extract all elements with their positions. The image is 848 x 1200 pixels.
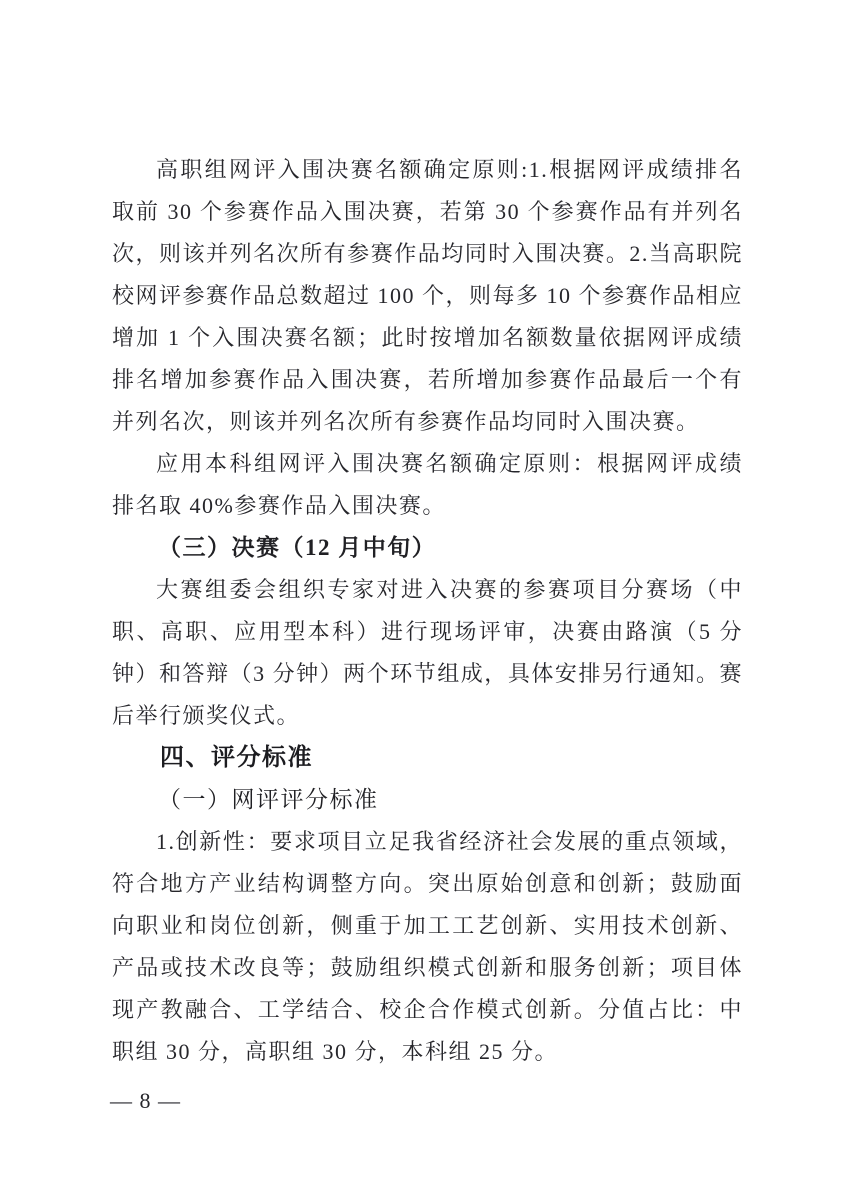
section-heading: （三）决赛（12 月中旬）	[158, 535, 437, 560]
page-number-text: — 8 —	[110, 1088, 181, 1113]
page-number	[110, 1088, 181, 1114]
paragraph: 高职组网评入围决赛名额确定原则:1.根据网评成绩排名取前 30 个参赛作品入围决赛，若第 30 个参赛作品有并列名次，则该并列名次所有参赛作品均同时入围决赛。2.当高职院校网评参赛作品总数超过 100 个，则每多 10 个参赛作品相应增加 1 个入围决赛名额；此时按增加名额数量依据网评成绩排名增加参赛作品入围决赛，若所增加参赛作品最后一个有并列名次，则该并列名次所有参赛作品均同时入围决赛。	[112, 157, 744, 434]
section-heading: 四、评分标准	[160, 744, 313, 771]
paragraph: 1.创新性：要求项目立足我省经济社会发展的重点领域，符合地方产业结构调整方向。突出原始创意和创新；鼓励面向职业和岗位创新，侧重于加工工艺创新、实用技术创新、产品或技术改良等；鼓励组织模式创新和服务创新；项目体现产教融合、工学结合、校企合作模式创新。分值占比：中职组 30 分，高职组 30 分，本科组 25 分。	[112, 829, 743, 1064]
paragraph: 应用本科组网评入围决赛名额确定原则：根据网评成绩排名取 40%参赛作品入围决赛。	[112, 451, 743, 518]
document-body	[112, 149, 743, 1073]
paragraph: 大赛组委会组织专家对进入决赛的参赛项目分赛场（中职、高职、应用型本科）进行现场评审，决赛由路演（5 分钟）和答辩（3 分钟）两个环节组成，具体安排另行通知。赛后举行颁奖仪式。	[112, 577, 743, 728]
section-heading: （一）网评评分标准	[158, 787, 379, 812]
